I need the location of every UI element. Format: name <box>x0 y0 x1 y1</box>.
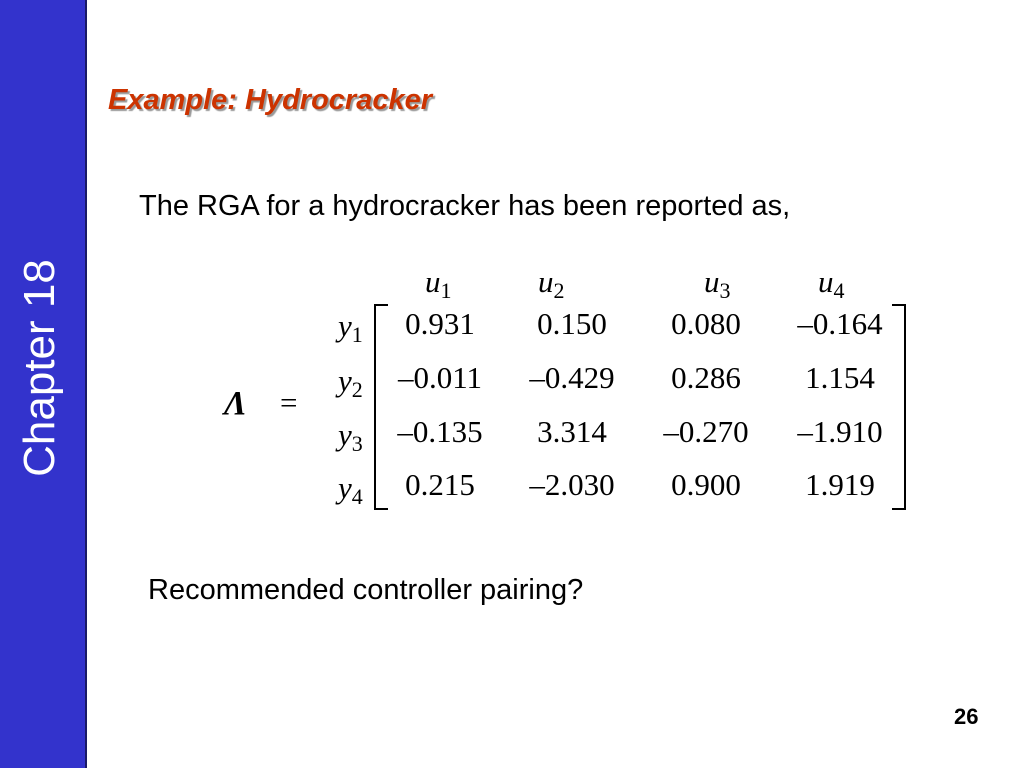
matrix-cell: –2.030 <box>529 467 615 502</box>
row-header: $y_2$ <box>338 363 363 402</box>
matrix-cell: –0.164 <box>797 306 883 341</box>
page-number: 26 <box>954 704 979 729</box>
matrix-cell: 3.314 <box>537 414 607 449</box>
matrix-cell: 1.154 <box>805 360 875 395</box>
row-header: $y_1$ <box>338 308 363 347</box>
row-header: $y_4$ <box>338 470 363 509</box>
matrix-cell: 0.215 <box>405 467 475 502</box>
sidebar <box>0 0 87 768</box>
matrix-cell: 1.919 <box>805 467 875 502</box>
equals-sign: = <box>280 385 298 420</box>
matrix-cell: 0.931 <box>405 306 475 341</box>
matrix-cell: –0.011 <box>397 360 483 395</box>
column-header: $u_2$ <box>538 264 565 303</box>
matrix-cell: –0.135 <box>397 414 483 449</box>
matrix-cell: –0.270 <box>663 414 749 449</box>
intro-text: The RGA for a hydrocracker has been reported as, <box>139 190 791 222</box>
matrix-cell: –1.910 <box>797 414 883 449</box>
question-text: Recommended controller pairing? <box>148 574 584 606</box>
column-header: $u_1$ <box>425 264 452 303</box>
matrix-cell: 0.150 <box>537 306 607 341</box>
column-header: $u_3$ <box>704 264 731 303</box>
column-header: $u_4$ <box>818 264 845 303</box>
matrix-cell: 0.286 <box>671 360 741 395</box>
matrix-cell: 0.900 <box>671 467 741 502</box>
slide-title: Example: Hydrocracker <box>108 84 432 116</box>
row-header: $y_3$ <box>338 417 363 456</box>
lambda-symbol: Λ <box>224 385 247 422</box>
matrix-cell: –0.429 <box>529 360 615 395</box>
chapter-label: Chapter 18 <box>15 259 64 477</box>
matrix-cell: 0.080 <box>671 306 741 341</box>
